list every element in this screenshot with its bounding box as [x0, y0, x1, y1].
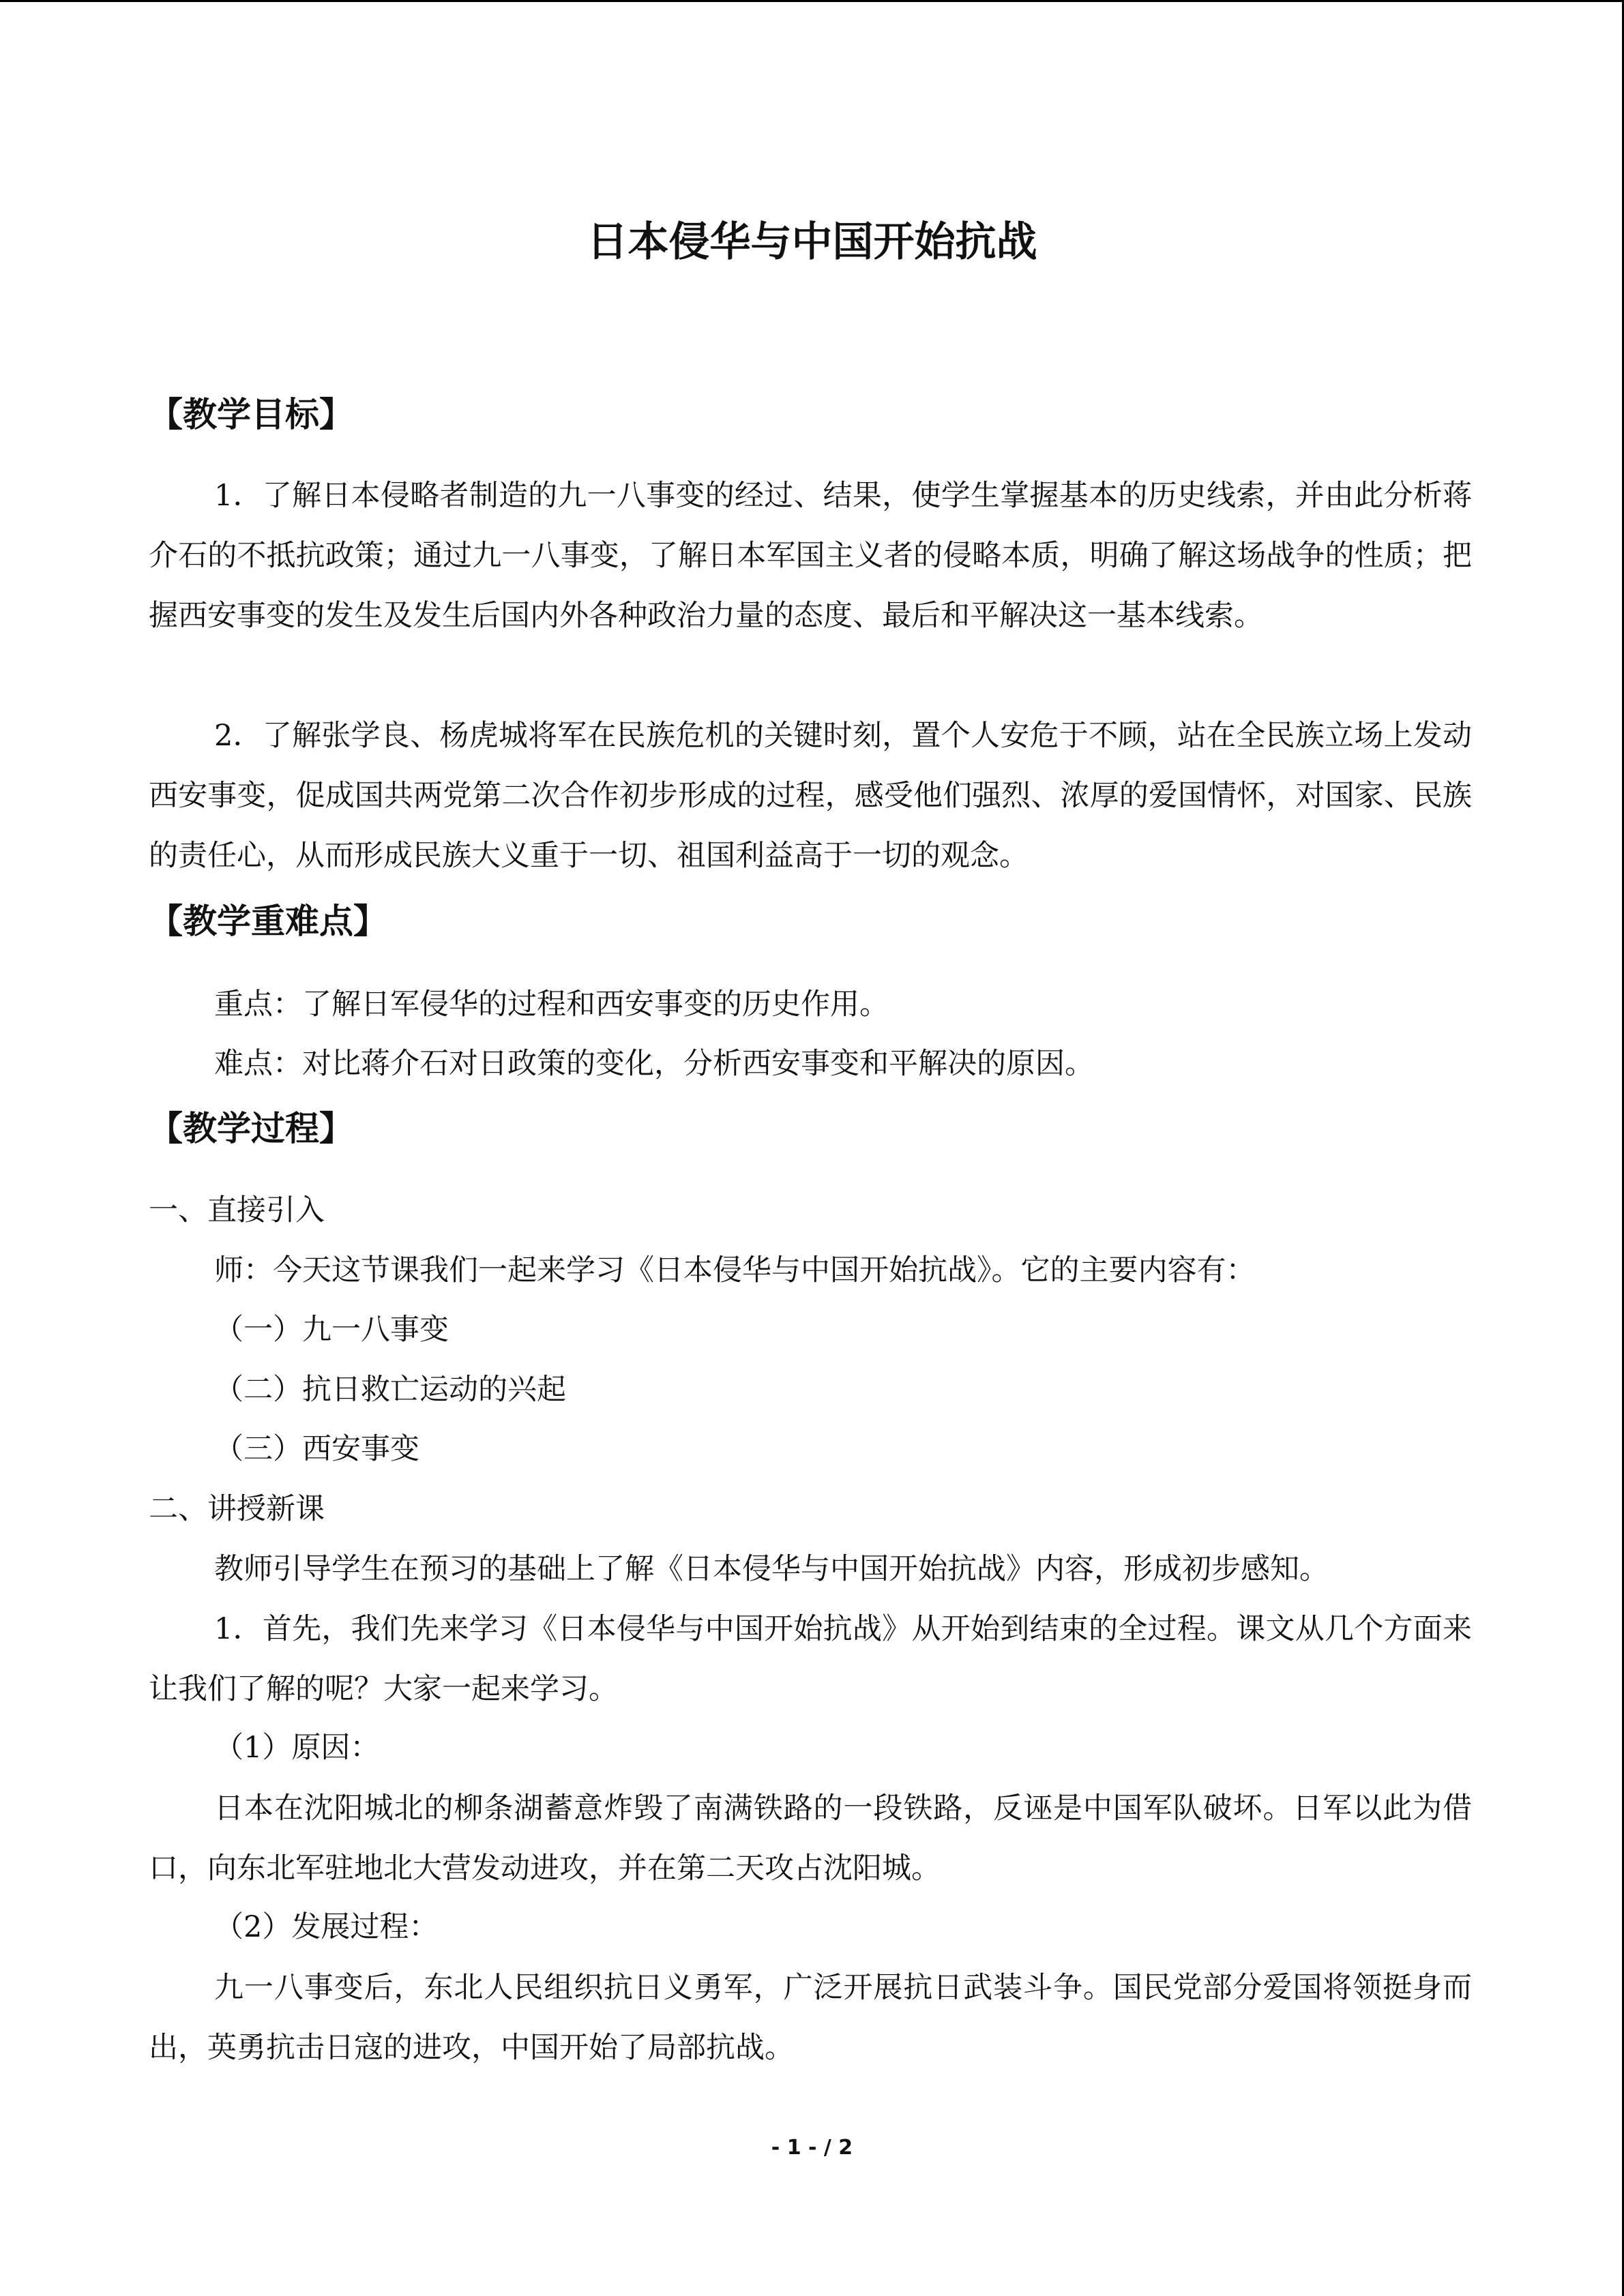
- objectives-paragraph-2: 2．了解张学良、杨虎城将军在民族危机的关键时刻，置个人安危于不顾，站在全民族立场上发动西安事变，促成国共两党第二次合作初步形成的过程，感受他们强烈、浓厚的爱国情怀，对国家、民族的责任心，从而形成民族大义重于一切、祖国利益高于一切的观念。: [149, 719, 1472, 873]
- page-title: 日本侵华与中国开始抗战: [587, 218, 1037, 266]
- topic-item-2: （二）抗日救亡运动的兴起: [214, 1373, 566, 1407]
- section-heading-objectives: 【教学目标】: [149, 395, 353, 434]
- cause-paragraph: 日本在沈阳城北的柳条湖蓄意炸毁了南满铁路的一段铁路，反诬是中国军队破坏。日军以此为借口，向东北军驻地北大营发动进攻，并在第二天攻占沈阳城。: [149, 1791, 1472, 1885]
- page-number: - 1 - / 2: [771, 2136, 853, 2160]
- part-one-title: 一、直接引入: [149, 1193, 325, 1227]
- development-paragraph: 九一八事变后，东北人民组织抗日义勇军，广泛开展抗日武装斗争。国民党部分爱国将领挺身而出，英勇抗击日寇的进攻，中国开始了局部抗战。: [149, 1971, 1472, 2065]
- topic-item-3: （三）西安事变: [214, 1432, 419, 1466]
- focus-text: 重点：了解日军侵华的过程和西安事变的历史作用。: [214, 987, 889, 1022]
- development-label: （2）发展过程：: [214, 1910, 439, 1944]
- difficulty-text: 难点：对比蒋介石对日政策的变化，分析西安事变和平解决的原因。: [214, 1047, 1094, 1081]
- topic-item-1: （一）九一八事变: [214, 1313, 449, 1347]
- step-one-paragraph: 1．首先，我们先来学习《日本侵华与中国开始抗战》从开始到结束的全过程。课文从几个方面来让我们了解的呢？大家一起来学习。: [149, 1612, 1472, 1706]
- section-heading-process: 【教学过程】: [149, 1109, 353, 1148]
- objectives-paragraph-1: 1．了解日本侵略者制造的九一八事变的经过、结果，使学生掌握基本的历史线索，并由此分析蒋介石的不抵抗政策；通过九一八事变，了解日本军国主义者的侵略本质，明确了解这场战争的性质；把握西安事变的发生及发生后国内外各种政治力量的态度、最后和平解决这一基本线索。: [149, 479, 1472, 633]
- cause-label: （1）原因：: [214, 1731, 380, 1765]
- part-two-title: 二、讲授新课: [149, 1492, 325, 1526]
- intro-text: 师：今天这节课我们一起来学习《日本侵华与中国开始抗战》。它的主要内容有：: [214, 1253, 1256, 1287]
- guide-text: 教师引导学生在预习的基础上了解《日本侵华与中国开始抗战》内容，形成初步感知。: [214, 1552, 1329, 1586]
- section-heading-key-points: 【教学重难点】: [149, 901, 387, 941]
